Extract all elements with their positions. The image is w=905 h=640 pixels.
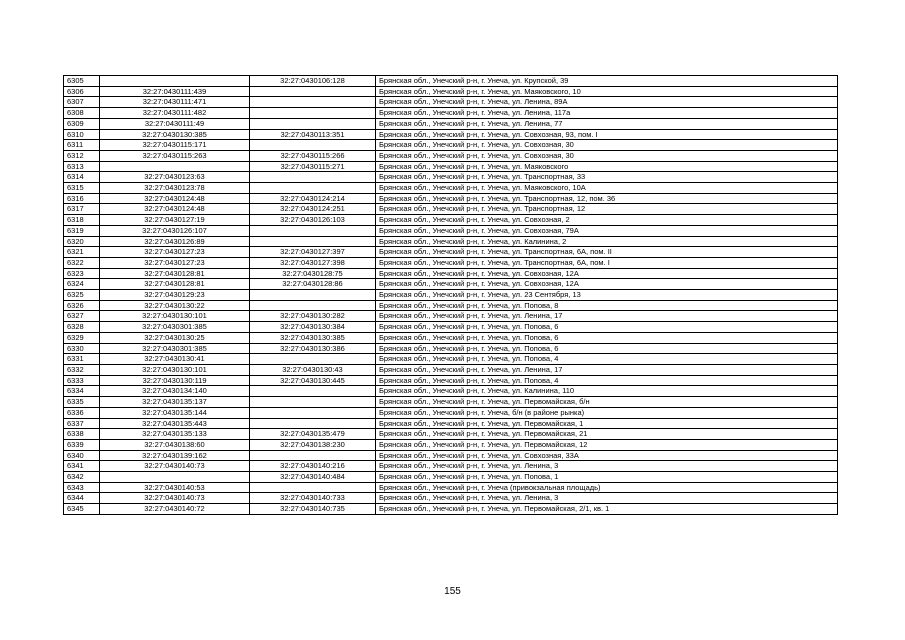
cadastral-number-land: 32:27:0430111:439 — [100, 86, 250, 97]
table-row — [64, 332, 838, 343]
address-cell: Брянская обл., Унечский р-н, г. Унеча, ул. Ленина, 89А — [376, 97, 838, 108]
table-row — [64, 204, 838, 215]
address-cell: Брянская обл., Унечский р-н, г. Унеча, ул. Транспортная, 6А, пом. II — [376, 247, 838, 258]
address-cell: Брянская обл., Унечский р-н, г. Унеча, ул. Ленина, 3 — [376, 493, 838, 504]
table-row — [64, 311, 838, 322]
address-cell: Брянская обл., Унечский р-н, г. Унеча, ул. Маяковского, 10 — [376, 86, 838, 97]
address-cell: Брянская обл., Унечский р-н, г. Унеча, ул. Совхозная, 12А — [376, 268, 838, 279]
row-number: 6313 — [64, 161, 100, 172]
row-number: 6318 — [64, 215, 100, 226]
row-number: 6312 — [64, 150, 100, 161]
row-number: 6315 — [64, 183, 100, 194]
registry-table-body — [64, 76, 838, 515]
cadastral-number-land: 32:27:0430130:41 — [100, 354, 250, 365]
cadastral-number-object — [250, 183, 376, 194]
cadastral-number-land: 32:27:0430111:471 — [100, 97, 250, 108]
cadastral-number-object: 32:27:0430127:398 — [250, 257, 376, 268]
row-number: 6329 — [64, 332, 100, 343]
cadastral-number-land: 32:27:0430130:119 — [100, 375, 250, 386]
row-number: 6327 — [64, 311, 100, 322]
table-row — [64, 364, 838, 375]
cadastral-number-land: 32:27:0430111:49 — [100, 118, 250, 129]
cadastral-number-land: 32:27:0430140:73 — [100, 493, 250, 504]
row-number: 6335 — [64, 397, 100, 408]
row-number: 6308 — [64, 108, 100, 119]
cadastral-number-land: 32:27:0430123:63 — [100, 172, 250, 183]
cadastral-number-land: 32:27:0430138:60 — [100, 439, 250, 450]
row-number: 6306 — [64, 86, 100, 97]
cadastral-number-object: 32:27:0430130:282 — [250, 311, 376, 322]
table-row — [64, 386, 838, 397]
row-number: 6319 — [64, 225, 100, 236]
address-cell: Брянская обл., Унечский р-н, г. Унеча (привокзальная площадь) — [376, 482, 838, 493]
cadastral-number-object: 32:27:0430115:271 — [250, 161, 376, 172]
row-number: 6336 — [64, 407, 100, 418]
table-row — [64, 354, 838, 365]
row-number: 6307 — [64, 97, 100, 108]
cadastral-number-land: 32:27:0430135:144 — [100, 407, 250, 418]
table-row — [64, 343, 838, 354]
address-cell: Брянская обл., Унечский р-н, г. Унеча, ул. Совхозная, 30 — [376, 140, 838, 151]
cadastral-number-object — [250, 86, 376, 97]
address-cell: Брянская обл., Унечский р-н, г. Унеча, ул. Транспортная, 33 — [376, 172, 838, 183]
table-row — [64, 439, 838, 450]
cadastral-number-object: 32:27:0430130:385 — [250, 332, 376, 343]
cadastral-number-object: 32:27:0430135:479 — [250, 429, 376, 440]
address-cell: Брянская обл., Унечский р-н, г. Унеча, ул. Первомайская, 1 — [376, 418, 838, 429]
page-number: 155 — [444, 586, 461, 597]
table-row — [64, 504, 838, 515]
address-cell: Брянская обл., Унечский р-н, г. Унеча, ул. Попова, 4 — [376, 354, 838, 365]
cadastral-number-land: 32:27:0430140:53 — [100, 482, 250, 493]
table-row — [64, 108, 838, 119]
cadastral-number-land: 32:27:0430135:133 — [100, 429, 250, 440]
row-number: 6311 — [64, 140, 100, 151]
table-row — [64, 397, 838, 408]
cadastral-number-land: 32:27:0430135:137 — [100, 397, 250, 408]
cadastral-number-object: 32:27:0430130:384 — [250, 322, 376, 333]
cadastral-number-object — [250, 140, 376, 151]
cadastral-number-land — [100, 161, 250, 172]
cadastral-number-object — [250, 450, 376, 461]
table-row — [64, 493, 838, 504]
table-row — [64, 461, 838, 472]
cadastral-number-land: 32:27:0430115:263 — [100, 150, 250, 161]
row-number: 6314 — [64, 172, 100, 183]
address-cell: Брянская обл., Унечский р-н, г. Унеча, ул. Попова, 4 — [376, 375, 838, 386]
table-row — [64, 279, 838, 290]
table-row — [64, 118, 838, 129]
cadastral-number-land: 32:27:0430127:23 — [100, 257, 250, 268]
table-row — [64, 76, 838, 87]
cadastral-number-land: 32:27:0430130:101 — [100, 311, 250, 322]
cadastral-number-land: 32:27:0430135:443 — [100, 418, 250, 429]
address-cell: Брянская обл., Унечский р-н, г. Унеча, ул. Совхозная, 12А — [376, 279, 838, 290]
row-number: 6343 — [64, 482, 100, 493]
table-row — [64, 450, 838, 461]
row-number: 6323 — [64, 268, 100, 279]
cadastral-number-land: 32:27:0430111:482 — [100, 108, 250, 119]
cadastral-number-land: 32:27:0430134:140 — [100, 386, 250, 397]
row-number: 6305 — [64, 76, 100, 87]
table-row — [64, 290, 838, 301]
address-cell: Брянская обл., Унечский р-н, г. Унеча, ул. Ленина, 17 — [376, 364, 838, 375]
row-number: 6345 — [64, 504, 100, 515]
table-row — [64, 86, 838, 97]
table-row — [64, 183, 838, 194]
cadastral-number-land: 32:27:0430130:25 — [100, 332, 250, 343]
cadastral-number-object — [250, 118, 376, 129]
row-number: 6344 — [64, 493, 100, 504]
table-row — [64, 161, 838, 172]
row-number: 6320 — [64, 236, 100, 247]
row-number: 6340 — [64, 450, 100, 461]
cadastral-number-object: 32:27:0430128:86 — [250, 279, 376, 290]
cadastral-number-land: 32:27:0430127:19 — [100, 215, 250, 226]
address-cell: Брянская обл., Унечский р-н, г. Унеча, ул. Калинина, 110 — [376, 386, 838, 397]
cadastral-number-object: 32:27:0430106:128 — [250, 76, 376, 87]
cadastral-number-land: 32:27:0430130:22 — [100, 300, 250, 311]
table-row — [64, 375, 838, 386]
cadastral-number-object — [250, 236, 376, 247]
cadastral-number-land: 32:27:0430139:162 — [100, 450, 250, 461]
cadastral-number-land: 32:27:0430130:385 — [100, 129, 250, 140]
address-cell: Брянская обл., Унечский р-н, г. Унеча, ул. Совхозная, 2 — [376, 215, 838, 226]
cadastral-number-land: 32:27:0430129:23 — [100, 290, 250, 301]
cadastral-number-land: 32:27:0430123:78 — [100, 183, 250, 194]
cadastral-number-land: 32:27:0430301:385 — [100, 322, 250, 333]
cadastral-number-land: 32:27:0430140:72 — [100, 504, 250, 515]
row-number: 6334 — [64, 386, 100, 397]
cadastral-number-object: 32:27:0430140:735 — [250, 504, 376, 515]
row-number: 6331 — [64, 354, 100, 365]
table-row — [64, 472, 838, 483]
cadastral-number-land: 32:27:0430115:171 — [100, 140, 250, 151]
row-number: 6328 — [64, 322, 100, 333]
cadastral-number-land — [100, 472, 250, 483]
table-row — [64, 247, 838, 258]
cadastral-number-object — [250, 290, 376, 301]
address-cell: Брянская обл., Унечский р-н, г. Унеча, ул. Транспортная, 12 — [376, 204, 838, 215]
address-cell: Брянская обл., Унечский р-н, г. Унеча, ул. Совхозная, 33А — [376, 450, 838, 461]
cadastral-number-land: 32:27:0430301:385 — [100, 343, 250, 354]
address-cell: Брянская обл., Унечский р-н, г. Унеча, ул. Первомайская, 2/1, кв. 1 — [376, 504, 838, 515]
address-cell: Брянская обл., Унечский р-н, г. Унеча, ул. Ленина, 77 — [376, 118, 838, 129]
cadastral-number-object — [250, 418, 376, 429]
cadastral-number-object: 32:27:0430130:445 — [250, 375, 376, 386]
address-cell: Брянская обл., Унечский р-н, г. Унеча, ул. Ленина, 17 — [376, 311, 838, 322]
address-cell: Брянская обл., Унечский р-н, г. Унеча, ул. Первомайская, б/н — [376, 397, 838, 408]
row-number: 6339 — [64, 439, 100, 450]
address-cell: Брянская обл., Унечский р-н, г. Унеча, ул. Попова, 1 — [376, 472, 838, 483]
address-cell: Брянская обл., Унечский р-н, г. Унеча, ул. 23 Сентября, 13 — [376, 290, 838, 301]
cadastral-number-object — [250, 108, 376, 119]
address-cell: Брянская обл., Унечский р-н, г. Унеча, ул. Транспортная, 6А, пом. I — [376, 257, 838, 268]
cadastral-number-object: 32:27:0430127:397 — [250, 247, 376, 258]
row-number: 6338 — [64, 429, 100, 440]
cadastral-number-object: 32:27:0430128:75 — [250, 268, 376, 279]
cadastral-number-object — [250, 482, 376, 493]
cadastral-number-land: 32:27:0430126:107 — [100, 225, 250, 236]
cadastral-number-object: 32:27:0430130:386 — [250, 343, 376, 354]
row-number: 6322 — [64, 257, 100, 268]
row-number: 6337 — [64, 418, 100, 429]
table-row — [64, 482, 838, 493]
cadastral-number-land — [100, 76, 250, 87]
cadastral-number-object — [250, 407, 376, 418]
row-number: 6330 — [64, 343, 100, 354]
table-row — [64, 225, 838, 236]
address-cell: Брянская обл., Унечский р-н, г. Унеча, ул. Первомайская, 21 — [376, 429, 838, 440]
address-cell: Брянская обл., Унечский р-н, г. Унеча, ул. Попова, 6 — [376, 322, 838, 333]
cadastral-number-land: 32:27:0430130:101 — [100, 364, 250, 375]
cadastral-number-object: 32:27:0430140:484 — [250, 472, 376, 483]
table-row — [64, 300, 838, 311]
table-row — [64, 215, 838, 226]
cadastral-number-object: 32:27:0430113:351 — [250, 129, 376, 140]
cadastral-number-land: 32:27:0430124:48 — [100, 204, 250, 215]
cadastral-number-land: 32:27:0430124:48 — [100, 193, 250, 204]
cadastral-number-object: 32:27:0430126:103 — [250, 215, 376, 226]
table-row — [64, 140, 838, 151]
cadastral-number-object: 32:27:0430124:214 — [250, 193, 376, 204]
table-row — [64, 172, 838, 183]
row-number: 6324 — [64, 279, 100, 290]
row-number: 6333 — [64, 375, 100, 386]
address-cell: Брянская обл., Унечский р-н, г. Унеча, ул. Совхозная, 79А — [376, 225, 838, 236]
address-cell: Брянская обл., Унечский р-н, г. Унеча, ул. Попова, 8 — [376, 300, 838, 311]
cadastral-number-object — [250, 225, 376, 236]
address-cell: Брянская обл., Унечский р-н, г. Унеча, б/н (в районе рынка) — [376, 407, 838, 418]
registry-table — [63, 75, 838, 515]
row-number: 6317 — [64, 204, 100, 215]
cadastral-number-land: 32:27:0430128:81 — [100, 268, 250, 279]
table-row — [64, 97, 838, 108]
cadastral-number-object: 32:27:0430140:733 — [250, 493, 376, 504]
row-number: 6326 — [64, 300, 100, 311]
address-cell: Брянская обл., Унечский р-н, г. Унеча, ул. Транспортная, 12, пом. 36 — [376, 193, 838, 204]
table-row — [64, 268, 838, 279]
address-cell: Брянская обл., Унечский р-н, г. Унеча, ул. Ленина, 3 — [376, 461, 838, 472]
row-number: 6341 — [64, 461, 100, 472]
address-cell: Брянская обл., Унечский р-н, г. Унеча, ул. Совхозная, 30 — [376, 150, 838, 161]
address-cell: Брянская обл., Унечский р-н, г. Унеча, ул. Первомайская, 12 — [376, 439, 838, 450]
cadastral-number-object — [250, 386, 376, 397]
table-row — [64, 150, 838, 161]
cadastral-number-land: 32:27:0430127:23 — [100, 247, 250, 258]
row-number: 6310 — [64, 129, 100, 140]
cadastral-number-object: 32:27:0430140:216 — [250, 461, 376, 472]
address-cell: Брянская обл., Унечский р-н, г. Унеча, ул. Попова, 6 — [376, 332, 838, 343]
row-number: 6309 — [64, 118, 100, 129]
address-cell: Брянская обл., Унечский р-н, г. Унеча, ул. Попова, 6 — [376, 343, 838, 354]
table-row — [64, 236, 838, 247]
address-cell: Брянская обл., Унечский р-н, г. Унеча, ул. Ленина, 117а — [376, 108, 838, 119]
address-cell: Брянская обл., Унечский р-н, г. Унеча, ул. Маяковского, 10А — [376, 183, 838, 194]
cadastral-number-object — [250, 354, 376, 365]
table-row — [64, 257, 838, 268]
row-number: 6321 — [64, 247, 100, 258]
cadastral-number-object: 32:27:0430115:266 — [250, 150, 376, 161]
address-cell: Брянская обл., Унечский р-н, г. Унеча, ул. Маяковского — [376, 161, 838, 172]
table-row — [64, 129, 838, 140]
table-row — [64, 407, 838, 418]
cadastral-number-object — [250, 97, 376, 108]
table-row — [64, 193, 838, 204]
address-cell: Брянская обл., Унечский р-н, г. Унеча, ул. Совхозная, 93, пом. I — [376, 129, 838, 140]
cadastral-number-object — [250, 300, 376, 311]
address-cell: Брянская обл., Унечский р-н, г. Унеча, ул. Крупской, 39 — [376, 76, 838, 87]
cadastral-number-object — [250, 172, 376, 183]
table-row — [64, 429, 838, 440]
cadastral-number-land: 32:27:0430126:89 — [100, 236, 250, 247]
row-number: 6316 — [64, 193, 100, 204]
address-cell: Брянская обл., Унечский р-н, г. Унеча, ул. Калинина, 2 — [376, 236, 838, 247]
cadastral-number-land: 32:27:0430140:73 — [100, 461, 250, 472]
cadastral-number-object: 32:27:0430124:251 — [250, 204, 376, 215]
row-number: 6325 — [64, 290, 100, 301]
cadastral-number-object — [250, 397, 376, 408]
table-row — [64, 322, 838, 333]
cadastral-number-object: 32:27:0430138:230 — [250, 439, 376, 450]
cadastral-number-object: 32:27:0430130:43 — [250, 364, 376, 375]
cadastral-number-land: 32:27:0430128:81 — [100, 279, 250, 290]
row-number: 6342 — [64, 472, 100, 483]
table-row — [64, 418, 838, 429]
row-number: 6332 — [64, 364, 100, 375]
